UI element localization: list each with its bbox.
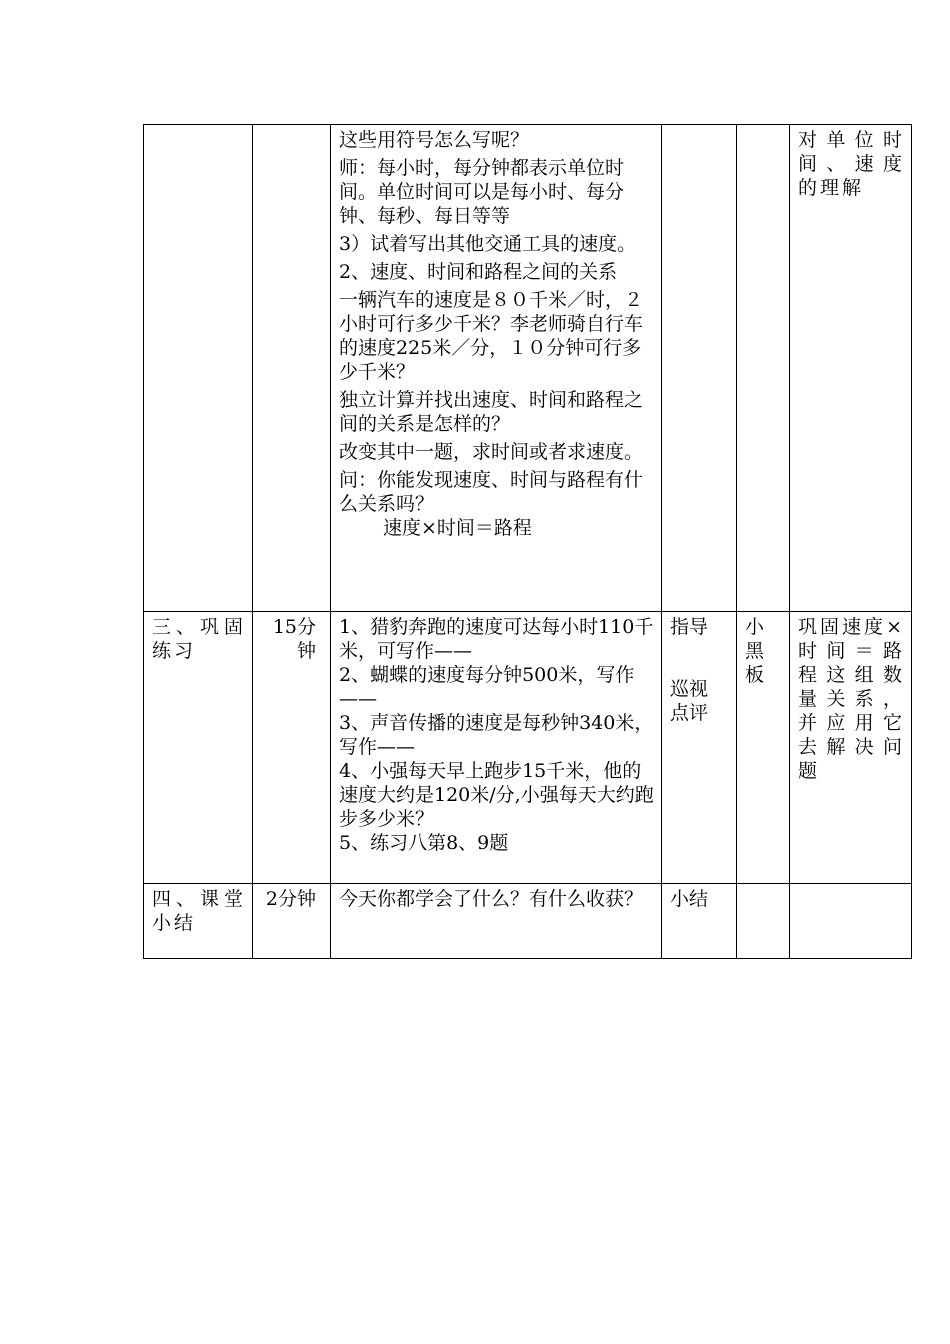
method-text: 巡视点评: [670, 678, 709, 724]
content-line: 5、练习八第8、9题: [339, 832, 509, 854]
time-cell: [253, 125, 331, 612]
content-line: 今天你都学会了什么？有什么收获？: [339, 888, 644, 910]
content-line: 4、小强每天早上跑步15千米，他的速度大约是120米/分,小强每天大约跑步多少米？: [339, 760, 654, 830]
time-text: 2分钟: [265, 888, 316, 910]
lesson-plan-table: [143, 124, 912, 959]
goal-cell: [790, 612, 912, 884]
content-line: 一辆汽车的速度是８０千米／时，２小时可行多少千米？李老师骑自行车的速度225米／分，１０分钟可行多少千米？: [339, 289, 644, 383]
goal-cell: [790, 884, 912, 959]
content-cell: [331, 125, 662, 612]
stage-cell: [144, 125, 253, 612]
method-cell: 小结: [662, 884, 737, 959]
time-text: 15分钟: [272, 616, 316, 662]
content-line: 3、声音传播的速度是每秒钟340米，写作——: [339, 712, 654, 758]
stage-text: 三、巩固练习: [152, 616, 246, 662]
content-line: 这些用符号怎么写呢？: [339, 129, 530, 151]
content-line: 改变其中一题，求时间或者求速度。: [339, 441, 644, 463]
method-cell: [662, 125, 737, 612]
tool-cell: [737, 884, 790, 959]
content-line: 2、速度、时间和路程之间的关系: [339, 261, 618, 283]
content-line: 师：每小时，每分钟都表示单位时间。单位时间可以是每小时、每分钟、每秒、每日等等: [339, 157, 625, 227]
stage-cell: [144, 884, 253, 959]
content-line: 3）试着写出其他交通工具的速度。: [339, 233, 637, 255]
method-text: 指导: [670, 616, 709, 638]
content-cell: [331, 612, 662, 884]
tool-cell: [737, 612, 790, 884]
time-cell: [253, 612, 331, 884]
tool-cell: [737, 125, 790, 612]
content-line: 独立计算并找出速度、时间和路程之间的关系是怎样的？: [339, 389, 644, 435]
formula-line: 速度×时间＝路程: [383, 517, 532, 539]
table-row-new-lesson: [144, 125, 912, 612]
goal-text: 对单位时间、速度的理解: [798, 129, 905, 199]
content-line: 2、蝴蝶的速度每分钟500米，写作——: [339, 664, 635, 710]
content-line: 问：你能发现速度、时间与路程有什么关系吗？: [339, 469, 644, 515]
method-cell: [662, 612, 737, 884]
goal-cell: [790, 125, 912, 612]
table-row-practice: [144, 612, 912, 884]
goal-text: 巩固速度×时间＝路程这组数量关系，并应用它去解决问题: [798, 616, 905, 782]
stage-text: 四、课堂小结: [152, 888, 246, 934]
content-line: 1、猎豹奔跑的速度可达每小时110千米，可写作——: [339, 616, 654, 662]
table-row-summary: [144, 884, 912, 959]
tool-text: 小黑板: [745, 616, 765, 686]
stage-cell: [144, 612, 253, 884]
time-cell: [253, 884, 331, 959]
content-cell: [331, 884, 662, 959]
